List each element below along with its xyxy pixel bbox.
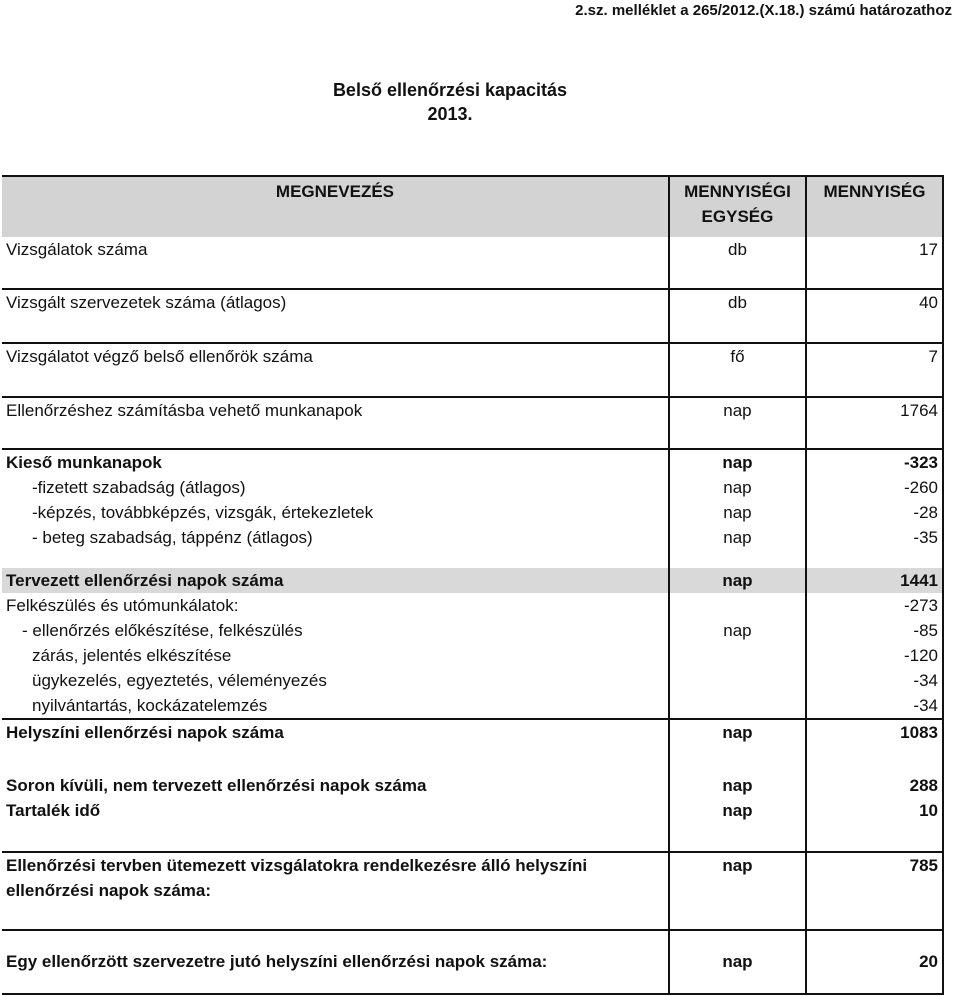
row-unit: nap (669, 618, 806, 643)
row-name: -képzés, továbbképzés, vizsgák, értekezletek (2, 500, 669, 525)
row-name: nyilvántartás, kockázatelemzés (2, 693, 669, 719)
row-unit: nap (669, 449, 806, 475)
row-name: Ellenőrzéshez számításba vehető munkanapok (2, 397, 669, 449)
row-unit: nap (669, 397, 806, 449)
table-row (2, 237, 943, 289)
table-row (2, 397, 943, 449)
row-unit: nap (669, 719, 806, 745)
table-row (2, 668, 943, 693)
table-row (2, 852, 943, 930)
row-qty: 1764 (806, 397, 943, 449)
table-row (2, 525, 943, 568)
header-name: MEGNEVEZÉS (2, 176, 669, 237)
row-name: Ellenőrzési tervben ütemezett vizsgálatokra rendelkezésre álló helyszíni ellenőrzési napok száma: (2, 852, 669, 930)
row-qty: 1441 (806, 568, 943, 593)
row-name: Tervezett ellenőrzési napok száma (2, 568, 669, 593)
row-qty: 288 (806, 773, 943, 798)
row-name: ügykezelés, egyeztetés, véleményezés (2, 668, 669, 693)
row-name: Vizsgálatok száma (2, 237, 669, 289)
table-spacer (2, 823, 943, 852)
table-row (2, 500, 943, 525)
row-qty: -85 (806, 618, 943, 643)
row-name: Soron kívüli, nem tervezett ellenőrzési napok száma (2, 773, 669, 798)
row-qty: -28 (806, 500, 943, 525)
row-name: -fizetett szabadság (átlagos) (2, 475, 669, 500)
row-name: Kieső munkanapok (2, 449, 669, 475)
annex-note: 2.sz. melléklet a 265/2012.(X.18.) számú határozathoz (575, 2, 952, 19)
row-qty: -260 (806, 475, 943, 500)
row-unit: db (669, 289, 806, 343)
row-unit: nap (669, 568, 806, 593)
row-name: Vizsgált szervezetek száma (átlagos) (2, 289, 669, 343)
table-row (2, 593, 943, 618)
table-row (2, 773, 943, 798)
row-name: - beteg szabadság, táppénz (átlagos) (2, 525, 669, 568)
table-row-highlight (2, 568, 943, 593)
row-qty: -34 (806, 693, 943, 719)
row-name: Felkészülés és utómunkálatok: (2, 593, 669, 618)
header-unit: MENNYISÉGI EGYSÉG (669, 176, 806, 237)
row-qty: 785 (806, 852, 943, 930)
table-row (2, 930, 943, 994)
table-row (2, 449, 943, 475)
row-name: Tartalék idő (2, 798, 669, 823)
row-qty: 40 (806, 289, 943, 343)
table-spacer (2, 745, 943, 773)
row-unit: nap (669, 852, 806, 930)
row-qty: -34 (806, 668, 943, 693)
row-unit (669, 593, 806, 618)
row-qty: 7 (806, 343, 943, 397)
row-unit: nap (669, 525, 806, 568)
row-unit: db (669, 237, 806, 289)
row-unit (669, 643, 806, 668)
row-name: Helyszíni ellenőrzési napok száma (2, 719, 669, 745)
table-row (2, 618, 943, 643)
capacity-table (2, 175, 944, 995)
table-row (2, 643, 943, 668)
table-row (2, 475, 943, 500)
row-unit: nap (669, 930, 806, 994)
table-row (2, 719, 943, 745)
page-title: Belső ellenőrzési kapacitás (332, 80, 568, 100)
header-qty: MENNYISÉG (806, 176, 943, 237)
row-unit (669, 668, 806, 693)
row-qty: 20 (806, 930, 943, 994)
table-row (2, 289, 943, 343)
row-name: - ellenőrzés előkészítése, felkészülés (2, 618, 669, 643)
row-qty: 10 (806, 798, 943, 823)
row-qty: -35 (806, 525, 943, 568)
row-qty: -323 (806, 449, 943, 475)
row-qty: -120 (806, 643, 943, 668)
row-name: Vizsgálatot végző belső ellenőrök száma (2, 343, 669, 397)
row-qty: -273 (806, 593, 943, 618)
page-year: 2013. (427, 104, 473, 124)
row-unit: nap (669, 475, 806, 500)
row-unit: nap (669, 798, 806, 823)
row-unit: nap (669, 773, 806, 798)
table-row (2, 798, 943, 823)
row-name: Egy ellenőrzött szervezetre jutó helyszíni ellenőrzési napok száma: (2, 930, 669, 994)
title-block (0, 78, 900, 126)
row-name: zárás, jelentés elkészítése (2, 643, 669, 668)
table-header-row (2, 176, 943, 237)
table-row (2, 343, 943, 397)
row-unit: nap (669, 500, 806, 525)
row-unit (669, 693, 806, 719)
row-qty: 1083 (806, 719, 943, 745)
row-unit: fő (669, 343, 806, 397)
row-qty: 17 (806, 237, 943, 289)
table-row (2, 693, 943, 719)
